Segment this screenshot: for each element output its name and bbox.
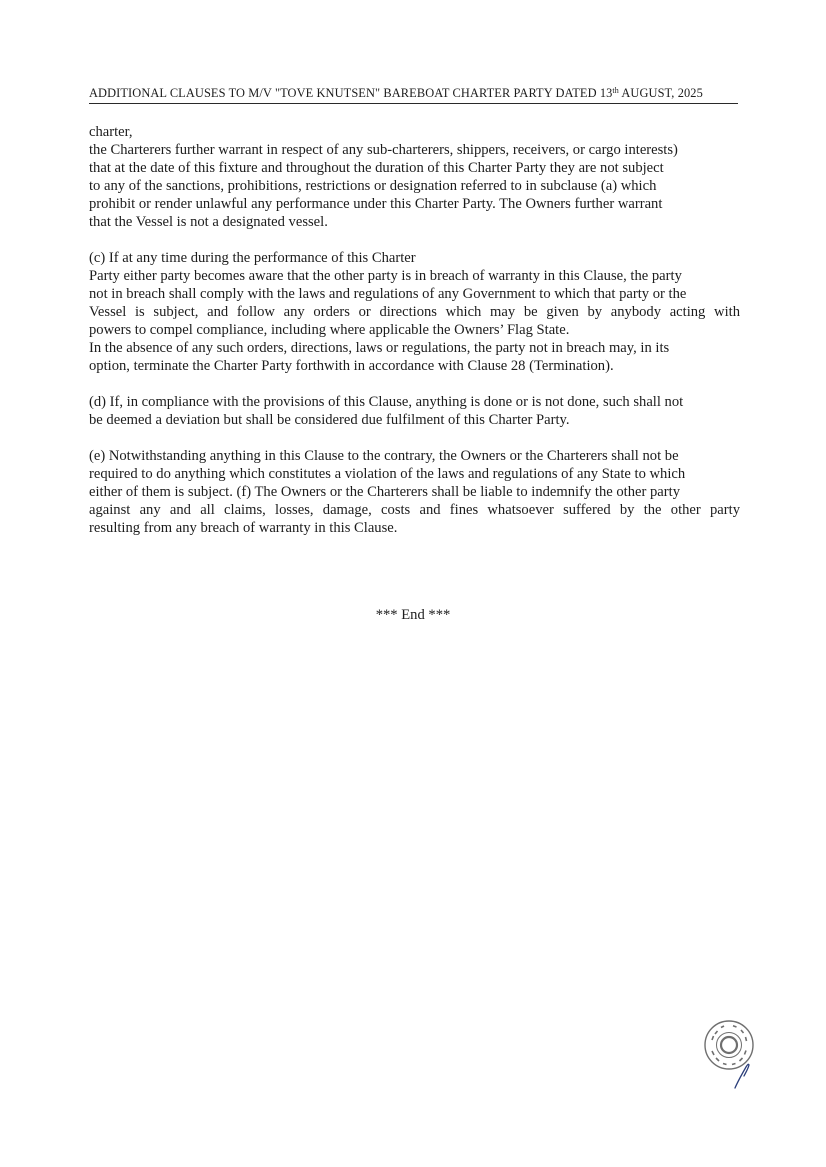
body-line: to any of the sanctions, prohibitions, restrictions or designation referred to in subclause (a) which — [89, 178, 657, 194]
body-line: be deemed a deviation but shall be considered due fulfilment of this Charter Party. — [89, 412, 570, 428]
body-line: In the absence of any such orders, directions, laws or regulations, the party not in breach may, in its — [89, 340, 670, 356]
body-line: required to do anything which constitutes a violation of the laws and regulations of any State to which — [89, 466, 686, 482]
body-line: charter, — [89, 124, 133, 140]
body-line: prohibit or render unlawful any performance under this Charter Party. The Owners further warrant — [89, 196, 663, 212]
body-line: the Charterers further warrant in respect of any sub-charterers, shippers, receivers, or cargo interests) — [89, 142, 678, 158]
page-header — [89, 85, 738, 104]
header-date-ordinal: th — [612, 86, 619, 95]
body-line: that at the date of this fixture and throughout the duration of this Charter Party they are not subject — [89, 160, 664, 176]
body-line: (e) Notwithstanding anything in this Clause to the contrary, the Owners or the Charterers shall not be — [89, 448, 679, 464]
body-line: (d) If, in compliance with the provisions of this Clause, anything is done or is not done, such shall not — [89, 394, 684, 410]
body-line: powers to compel compliance, including where applicable the Owners’ Flag State. — [89, 322, 570, 338]
body-line: either of them is subject. (f) The Owners or the Charterers shall be liable to indemnify the other party — [89, 484, 680, 500]
paragraph-gap — [89, 231, 740, 249]
body-line: against any and all claims, losses, damage, costs and fines whatsoever suffered by the other party — [89, 502, 740, 518]
body-line: that the Vessel is not a designated vessel. — [89, 214, 328, 230]
body-line: Party either party becomes aware that the other party is in breach of warranty in this Clause, the party — [89, 268, 682, 284]
clause-body — [89, 123, 740, 537]
body-line: resulting from any breach of warranty in this Clause. — [89, 520, 398, 536]
header-text-main: ADDITIONAL CLAUSES TO M/V "TOVE KNUTSEN" BAREBOAT CHARTER PARTY DATED 13 — [89, 86, 613, 100]
body-line: not in breach shall comply with the laws and regulations of any Government to which that party or the — [89, 286, 687, 302]
paragraph-gap — [89, 429, 740, 447]
body-line: Vessel is subject, and follow any orders or directions which may be given by anybody acting with — [89, 304, 740, 320]
body-line: option, terminate the Charter Party forthwith in accordance with Clause 28 (Termination). — [89, 358, 614, 374]
body-line: (c) If at any time during the performance of this Charter — [89, 250, 416, 266]
paragraph-gap — [89, 375, 740, 393]
end-marker: *** End *** — [375, 607, 451, 623]
header-text-date: AUGUST, 2025 — [618, 86, 703, 100]
stamp-seal — [705, 1021, 753, 1069]
company-stamp-icon — [702, 1018, 756, 1090]
